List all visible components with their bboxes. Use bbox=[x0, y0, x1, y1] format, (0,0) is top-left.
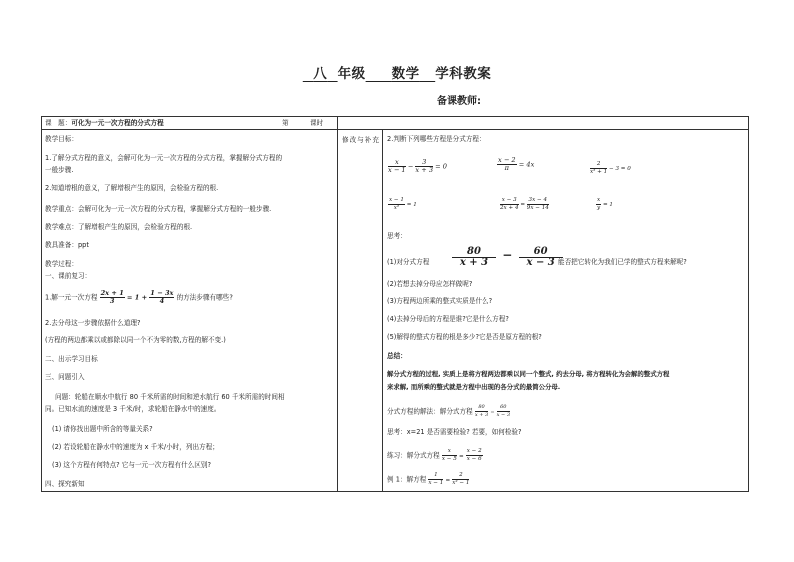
think-heading: 思考： bbox=[387, 232, 407, 240]
think-question-5: (5)解得的整式方程的根是多少?它是否是原方程的根? bbox=[387, 333, 542, 341]
problem-line-2: 同。已知水流的速度是 3 千米/时，求轮船在静水中的速度。 bbox=[45, 405, 221, 413]
teaching-difficulty: 教学难点：了解增根产生的原因，会检验方程的根. bbox=[45, 223, 193, 231]
review-question-1: 1.解一元一次方程 $\frac{2x + 1}{3}$ = 1 + $\frac{1 - 3x}{4}$ 的方法步骤有哪些? bbox=[45, 289, 233, 305]
table-border-top bbox=[41, 116, 749, 117]
teaching-tools: 教具准备：ppt bbox=[45, 241, 89, 249]
equation-5: $\frac{x - 3}{2x + 4}$ = $\frac{3x - 4}{9x - 14}$ bbox=[500, 197, 549, 211]
topic-title: 可化为一元一次方程的分式方程 bbox=[71, 119, 164, 127]
equation-4: $\frac{x - 1}{\text{x²}}$ = 1 bbox=[389, 197, 417, 211]
big-equation: $\frac{80}{x + 3}$ − $\frac{60}{x - 3}$ bbox=[452, 245, 563, 268]
equation-1: $\frac{x}{x - 1}$ − $\frac{3}{x + 3}$ = 0 bbox=[388, 158, 447, 174]
summary-heading: 总结： bbox=[387, 352, 407, 360]
period-suffix: 课时 bbox=[310, 119, 324, 127]
section-objectives: 二、出示学习目标 bbox=[45, 355, 98, 363]
judge-question: 2.判断下列哪些方程是分式方程： bbox=[387, 135, 486, 143]
period-prefix: 第 bbox=[282, 119, 289, 127]
goals-heading: 教学目标： bbox=[45, 135, 78, 143]
goal-1a: 1.了解分式方程的意义，会解可化为一元一次方程的分式方程，掌握解分式方程的 bbox=[45, 154, 283, 162]
section-review: 一、课前复习： bbox=[45, 272, 92, 280]
review-note: (方程的两边都乘以或都除以同一个不为零的数,方程的解不变.) bbox=[45, 336, 226, 344]
table-border-bottom bbox=[41, 491, 749, 492]
teaching-process: 教学过程： bbox=[45, 260, 78, 268]
think-question-4: (4)去掉分母后的方程是谁?它是什么方程? bbox=[387, 315, 509, 323]
method-line: 分式方程的解法：解分式方程 $\frac{80}{x + 3}$ = $\frac{60}{x - 3}$ bbox=[387, 404, 510, 418]
table-border-row bbox=[41, 129, 749, 130]
table-border-right bbox=[748, 116, 749, 491]
fraction-2: $\frac{1 - 3x}{4}$ bbox=[150, 289, 174, 305]
teaching-focus: 教学重点：会解可化为一元一次方程的分式方程，掌握解分式方程的一般步骤. bbox=[45, 205, 272, 213]
problem-q2: (2) 若设轮船在静水中的速度为 x 千米/小时，列出方程； bbox=[52, 443, 219, 451]
table-divider-2 bbox=[382, 129, 383, 491]
section-intro: 三、问题引入 bbox=[45, 373, 85, 381]
equation-2: $\frac{x - 2}{\pi}$ = 4x bbox=[498, 156, 535, 172]
goal-2: 2.知道增根的意义，了解增根产生的原因，会检验方程的根. bbox=[45, 184, 219, 192]
equation-6: $\frac{x}{y}$ = 1 bbox=[596, 197, 613, 211]
think-question-1-tail: 能否把它转化为我们已学的整式方程来解呢? bbox=[558, 258, 687, 266]
section-explore: 四、探究新知 bbox=[45, 480, 85, 488]
exercise-line: 练习：解分式方程 $\frac{x}{x - 5}$ = $\frac{x - 2}{x - 6}$ bbox=[387, 448, 482, 462]
teacher-label: 备课教师: bbox=[437, 96, 481, 107]
example-1-line: 例 1：解方程 $\frac{1}{x - 1}$ = $\frac{2}{\text{x² − 1}}$ bbox=[387, 472, 470, 486]
think-question-1: (1)对分式方程 bbox=[387, 258, 430, 266]
summary-line-2: 来求解, 而所乘的整式就是方程中出现的各分式的最简公分母. bbox=[387, 383, 561, 391]
problem-q3: (3) 这个方程有何特点? 它与一元一次方程有什么区别? bbox=[52, 461, 211, 469]
problem-q1: (1) 请你找出题中所含的等量关系? bbox=[52, 425, 153, 433]
think-question-3: (3)方程两边所乘的整式实质是什么? bbox=[387, 297, 493, 305]
problem-line-1: 问题：轮船在顺水中航行 80 千米所需的时间和逆水航行 60 千米所需的时间相 bbox=[55, 393, 285, 401]
topic-row: 课 题：可化为一元一次方程的分式方程 bbox=[45, 119, 164, 127]
revision-label: 修改与补充 bbox=[342, 136, 380, 144]
table-border-left bbox=[41, 116, 42, 491]
page-title: 八 年级 数学 学科教案 bbox=[313, 66, 492, 82]
think-question-2: (2)若想去掉分母应怎样做呢? bbox=[387, 280, 473, 288]
goal-1b: 一般步骤. bbox=[45, 166, 74, 174]
summary-line-1: 解分式方程的过程, 实质上是将方程两边都乘以同一个整式, 约去分母, 将方程转化为会解的整式方程 bbox=[387, 370, 670, 378]
check-question: 思考：x=21 是否需要检验? 若要，如何检验? bbox=[387, 428, 522, 436]
fraction-1: $\frac{2x + 1}{3}$ bbox=[100, 289, 124, 305]
review-question-2: 2.去分母这一步骤依据什么道理? bbox=[45, 319, 141, 327]
equation-3: $\frac{2}{\text{x² + 1}}$ − 3 = 0 bbox=[590, 161, 631, 175]
table-divider-1 bbox=[337, 116, 338, 491]
